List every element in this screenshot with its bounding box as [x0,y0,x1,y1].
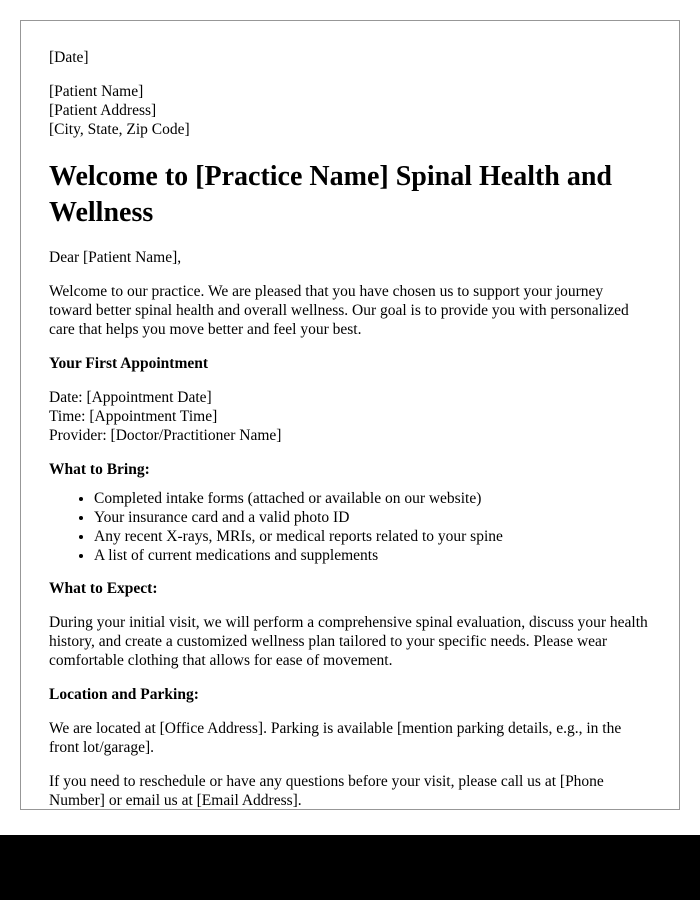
list-item: • Any recent X-rays, MRIs, or medical reports related to your spine [94,527,649,546]
bring-list [49,489,649,565]
letter-page [20,20,680,810]
recipient-address: [Patient Address] [49,102,157,119]
closing-paragraph: If you need to reschedule or have any questions before your visit, please call us at [Phone Number] or email us at [Email Address]. [49,773,604,809]
intro-paragraph: Welcome to our practice. We are pleased that you have chosen us to support your journey toward better spinal health and overall wellness. Our goal is to provide you with personalized care that helps you move better and feel your best. [49,283,629,338]
appointment-heading: Your First Appointment [49,355,209,372]
expect-paragraph: During your initial visit, we will perform a comprehensive spinal evaluation, discuss your health history, and create a customized wellness plan tailored to your specific needs. Please wear comfortable clothing that allows for ease of movement. [49,614,648,669]
recipient-block [49,82,649,139]
letter-title: Welcome to [Practice Name] Spinal Health and Wellness [49,161,613,228]
recipient-city-state-zip: [City, State, Zip Code] [49,121,190,138]
appointment-time: Time: [Appointment Time] [49,408,218,425]
bring-heading: What to Bring: [49,461,150,478]
date-placeholder: [Date] [49,49,89,66]
location-heading: Location and Parking: [49,686,199,703]
location-paragraph: We are located at [Office Address]. Parking is available [mention parking details, e.g., in the front lot/garage]. [49,720,622,756]
expect-heading: What to Expect: [49,580,158,597]
list-item: • Your insurance card and a valid photo ID [94,508,649,527]
salutation: Dear [Patient Name], [49,249,182,266]
appointment-provider: Provider: [Doctor/Practitioner Name] [49,427,282,444]
recipient-name: [Patient Name] [49,83,144,100]
appointment-date: Date: [Appointment Date] [49,389,212,406]
bottom-black-bar [0,835,700,900]
appointment-details [49,388,649,445]
list-item: • A list of current medications and supplements [94,546,649,565]
list-item: • Completed intake forms (attached or available on our website) [94,489,649,508]
